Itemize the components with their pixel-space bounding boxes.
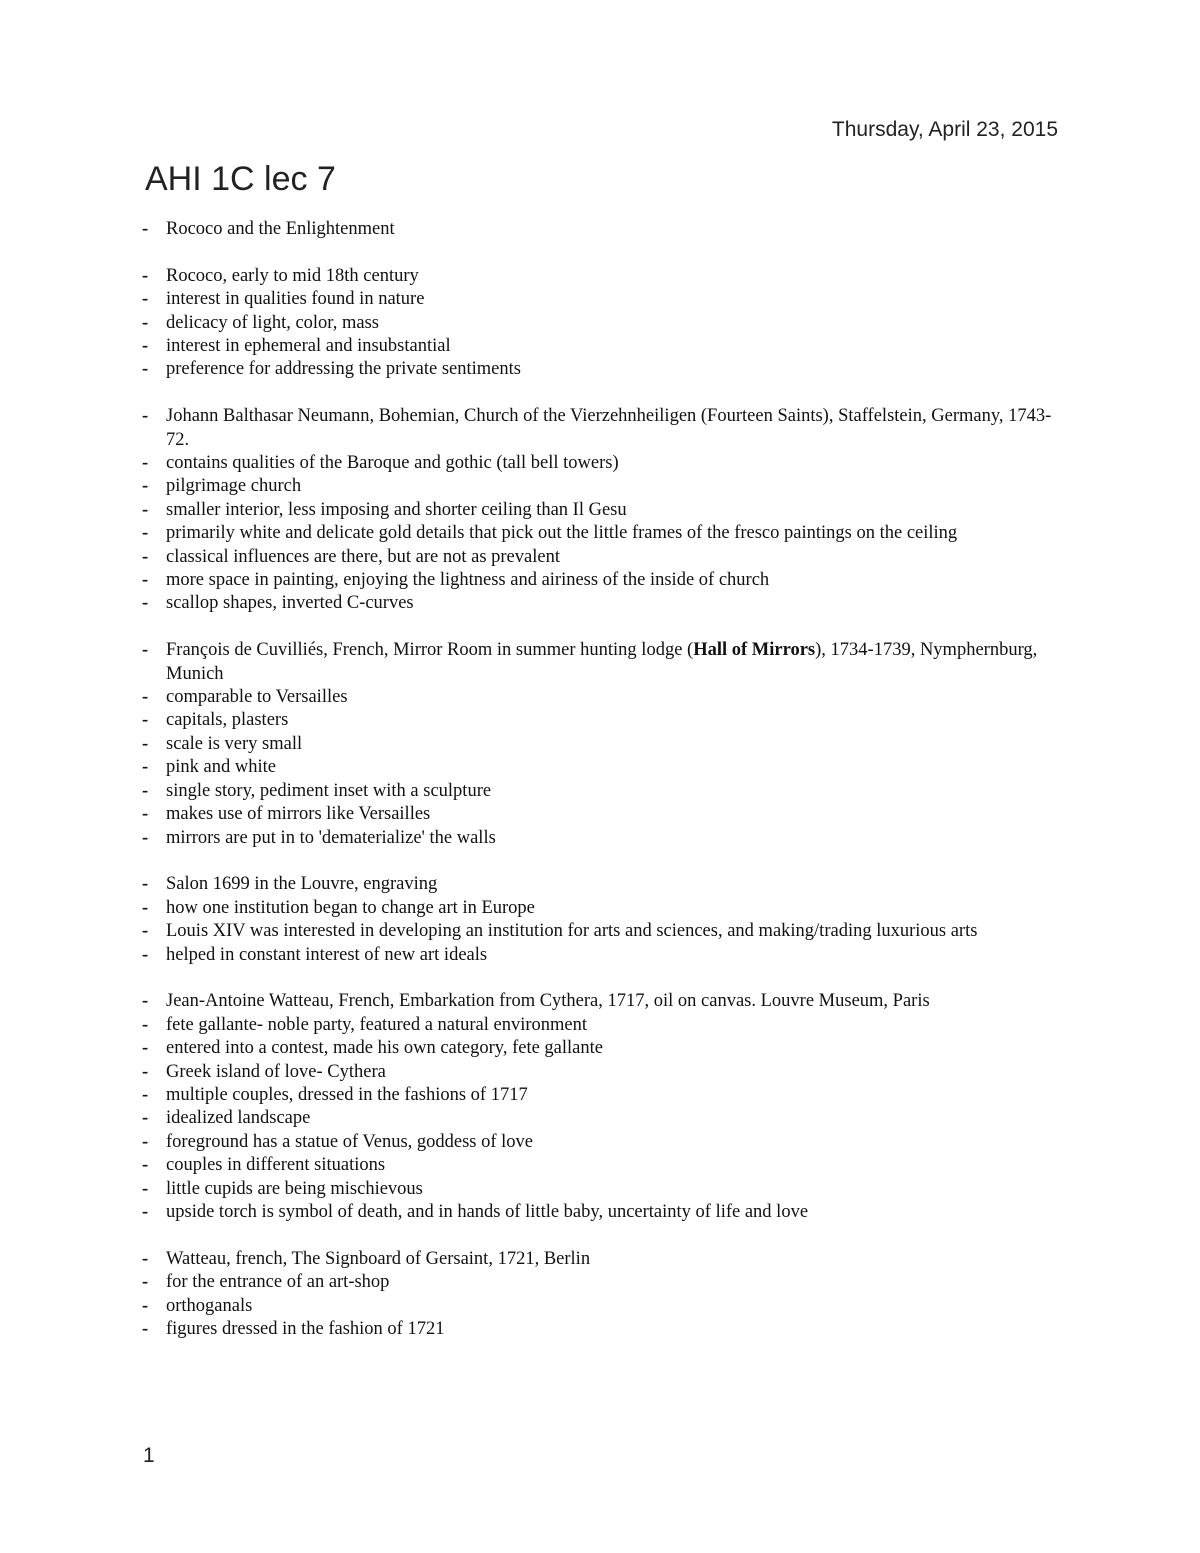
list-item-text: primarily white and delicate gold details that pick out the little frames of the fresco paintings on the ceiling [166,523,958,544]
bullet-dash-icon: - [142,336,149,357]
bullet-dash-icon: - [142,476,149,497]
list-item-text: more space in painting, enjoying the lightness and airiness of the inside of church [166,570,770,591]
list-item-text: scale is very small [166,733,303,754]
bullet-dash-icon: - [142,804,149,825]
list-item [142,827,1062,850]
list-item [142,1014,1062,1037]
note-section [142,873,1062,967]
bullet-dash-icon: - [142,874,149,895]
list-item-text: preference for addressing the private sentiments [166,359,521,380]
bullet-dash-icon: - [142,897,149,918]
list-item [142,335,1062,358]
bullet-dash-icon: - [142,780,149,801]
list-item [142,1295,1062,1318]
list-item [142,546,1062,569]
bullet-dash-icon: - [142,687,149,708]
list-item [142,709,1062,732]
bullet-dash-icon: - [142,921,149,942]
list-item [142,803,1062,826]
list-item [142,1271,1062,1294]
note-section [142,639,1062,850]
bullet-dash-icon: - [142,265,149,286]
note-section [142,218,1062,241]
list-item-text-pre: François de Cuvilliés, French, Mirror Room in summer hunting lodge ( [166,640,694,661]
bullet-dash-icon: - [142,1201,149,1222]
list-item [142,358,1062,381]
list-item-text: upside torch is symbol of death, and in hands of little baby, uncertainty of life and love [166,1201,809,1222]
bullet-dash-icon: - [142,359,149,380]
list-item [142,756,1062,779]
list-item-text: little cupids are being mischievous [166,1178,423,1199]
bullet-dash-icon: - [142,944,149,965]
list-item-text: Louis XIV was interested in developing an institution for arts and sciences, and making/trading luxurious arts [166,921,978,942]
list-item [142,522,1062,545]
bullet-dash-icon: - [142,453,149,474]
list-item [142,639,1062,686]
list-item-text: contains qualities of the Baroque and gothic (tall bell towers) [166,453,619,474]
bullet-dash-icon: - [142,523,149,544]
bullet-dash-icon: - [142,593,149,614]
list-item-text: idealized landscape [166,1108,311,1129]
list-item [142,990,1062,1013]
bullet-dash-icon: - [142,289,149,310]
list-item [142,733,1062,756]
bullet-dash-icon: - [142,1319,149,1339]
list-item [142,944,1062,967]
list-item [142,1248,1062,1271]
bullet-dash-icon: - [142,1108,149,1129]
note-section [142,405,1062,616]
list-item [142,592,1062,615]
list-item-text: capitals, plasters [166,710,289,731]
bullet-dash-icon: - [142,312,149,333]
list-item-text: pink and white [166,757,276,778]
bullet-dash-icon: - [142,827,149,848]
list-item-text: makes use of mirrors like Versailles [166,804,431,825]
list-item-text [166,639,1062,686]
list-item [142,265,1062,288]
bullet-dash-icon: - [142,1131,149,1152]
list-item [142,1107,1062,1130]
bullet-dash-icon: - [142,710,149,731]
list-item-text: helped in constant interest of new art ideals [166,944,488,965]
list-item-text: Johann Balthasar Neumann, Bohemian, Church of the Vierzehnheiligen (Fourteen Saints), Staffelstein, Germany, 1743-72. [166,406,1052,450]
list-item-text: Rococo, early to mid 18th century [166,265,419,286]
bullet-dash-icon: - [142,546,149,567]
list-item [142,1201,1062,1224]
bullet-dash-icon: - [142,570,149,591]
list-item [142,1318,1062,1341]
list-item-text: comparable to Versailles [166,687,348,708]
list-item-text: Greek island of love- Cythera [166,1061,386,1082]
date-header: Thursday, April 23, 2015 [831,118,1058,141]
bullet-dash-icon: - [142,1061,149,1082]
lecture-notes [142,218,1062,1365]
list-item-text: Jean-Antoine Watteau, French, Embarkation from Cythera, 1717, oil on canvas. Louvre Museum, Paris [166,991,930,1012]
bullet-dash-icon: - [142,1272,149,1293]
list-item [142,1061,1062,1084]
note-section [142,990,1062,1224]
bullet-dash-icon: - [142,1038,149,1059]
bullet-dash-icon: - [142,219,149,239]
list-item-text: Salon 1699 in the Louvre, engraving [166,874,438,895]
list-item-text: couples in different situations [166,1155,386,1176]
list-item-text: delicacy of light, color, mass [166,312,379,333]
list-item [142,920,1062,943]
bullet-dash-icon: - [142,991,149,1012]
list-item-text: Watteau, french, The Signboard of Gersaint, 1721, Berlin [166,1248,591,1269]
bullet-dash-icon: - [142,1155,149,1176]
list-item-text: interest in qualities found in nature [166,289,425,310]
list-item-text: classical influences are there, but are not as prevalent [166,546,560,567]
list-item [142,873,1062,896]
list-item [142,569,1062,592]
note-section [142,265,1062,382]
list-item [142,218,1062,241]
list-item [142,1154,1062,1177]
list-item-text: foreground has a statue of Venus, goddess of love [166,1131,534,1152]
list-item-text: interest in ephemeral and insubstantial [166,336,451,357]
list-item-text: mirrors are put in to 'dematerialize' the walls [166,827,496,848]
bullet-dash-icon: - [142,1084,149,1105]
list-item [142,499,1062,522]
list-item-text-post: ), 1734-1739, Nymphernburg, Munich [166,640,1038,684]
list-item [142,780,1062,803]
list-item [142,1037,1062,1060]
list-item-text: orthoganals [166,1295,253,1316]
bullet-dash-icon: - [142,1248,149,1269]
bullet-dash-icon: - [142,406,149,427]
list-item-text: fete gallante- noble party, featured a natural environment [166,1014,588,1035]
list-item [142,475,1062,498]
bullet-dash-icon: - [142,733,149,754]
list-item [142,897,1062,920]
list-item-text: smaller interior, less imposing and shorter ceiling than Il Gesu [166,499,627,520]
page-number: 1 [143,1444,155,1467]
page-title: AHI 1C lec 7 [145,160,336,198]
list-item [142,452,1062,475]
list-item-text: scallop shapes, inverted C-curves [166,593,414,614]
list-item [142,1131,1062,1154]
list-item [142,686,1062,709]
bullet-dash-icon: - [142,1178,149,1199]
list-item-text: how one institution began to change art in Europe [166,897,535,918]
list-item-text: pilgrimage church [166,476,302,497]
list-item-text: for the entrance of an art-shop [166,1272,390,1293]
list-item [142,288,1062,311]
list-item [142,1178,1062,1201]
list-item-text: single story, pediment inset with a sculpture [166,780,492,801]
list-item [142,405,1062,452]
bullet-dash-icon: - [142,757,149,778]
bullet-dash-icon: - [142,640,149,661]
bullet-dash-icon: - [142,1295,149,1316]
list-item [142,1084,1062,1107]
list-item-text-bold: Hall of Mirrors [693,640,816,661]
list-item-text: Rococo and the Enlightenment [166,219,395,239]
bullet-dash-icon: - [142,1014,149,1035]
bullet-dash-icon: - [142,499,149,520]
list-item-text: entered into a contest, made his own category, fete gallante [166,1038,603,1059]
list-item-text: figures dressed in the fashion of 1721 [166,1319,445,1339]
note-section [142,1248,1062,1342]
list-item [142,312,1062,335]
list-item-text: multiple couples, dressed in the fashions of 1717 [166,1084,528,1105]
